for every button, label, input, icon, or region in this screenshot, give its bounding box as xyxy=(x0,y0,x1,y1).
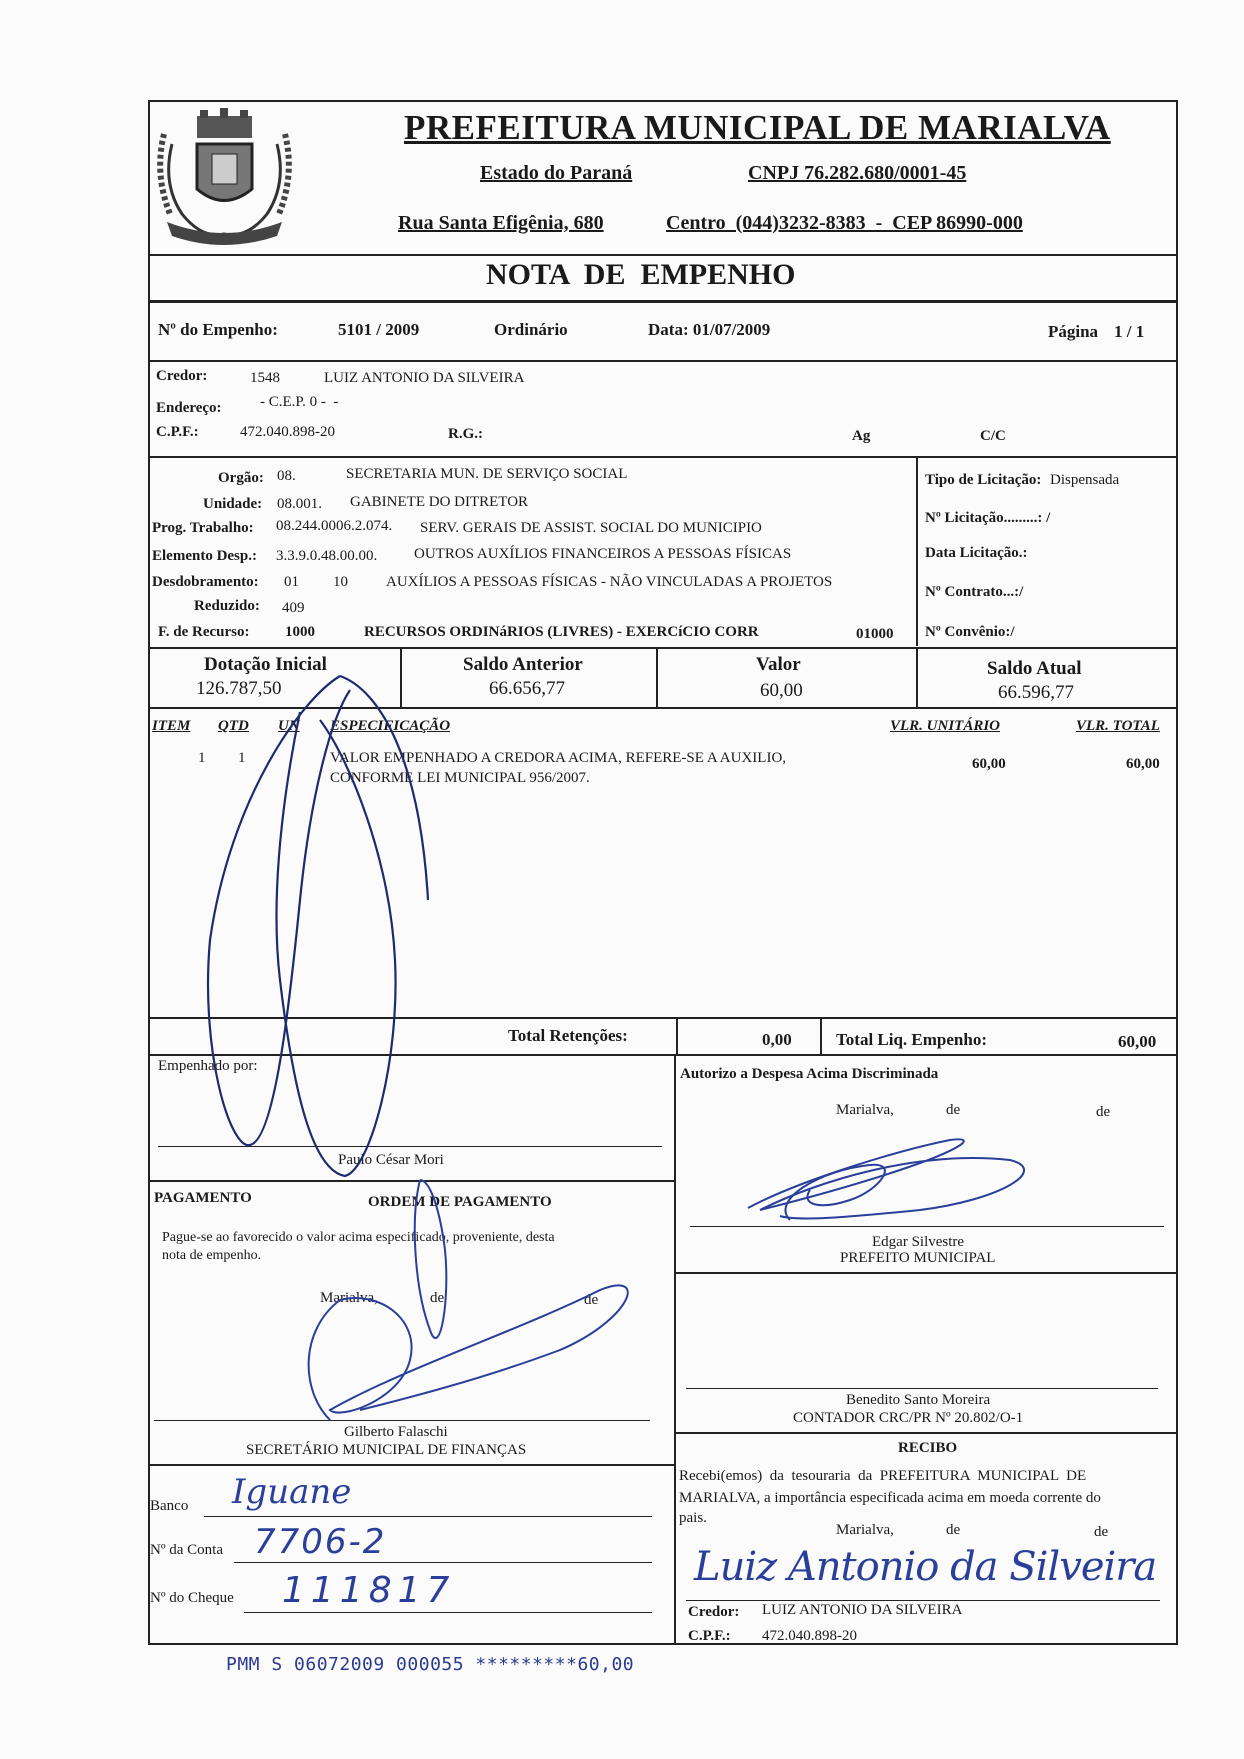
saldo-anterior-value: 66.656,77 xyxy=(489,678,565,699)
retencoes-value: 0,00 xyxy=(762,1030,792,1049)
empenho-number: 5101 / 2009 xyxy=(338,320,420,339)
recibo-city: Marialva, xyxy=(836,1522,894,1538)
fonte-code: 1000 xyxy=(285,624,315,640)
dotacao-label: Dotação Inicial xyxy=(204,654,327,675)
cheque-handwritten: 111817 xyxy=(282,1570,456,1611)
prog-code: 08.244.0006.2.074. xyxy=(276,518,393,534)
row-desc-line1: VALOR EMPENHADO A CREDORA ACIMA, REFERE-SE A AUXILIO, xyxy=(330,750,787,766)
recibo-signature: Luiz Antonio da Silveira xyxy=(694,1544,1157,1590)
page-label: Página xyxy=(1048,322,1099,341)
fonte-label: F. de Recurso: xyxy=(158,624,250,640)
dotacao-value: 126.787,50 xyxy=(196,678,282,699)
header-title: PREFEITURA MUNICIPAL DE MARIALVA xyxy=(404,108,1111,147)
endereco-value: - C.E.P. 0 - - xyxy=(260,394,339,410)
elemento-desc: OUTROS AUXÍLIOS FINANCEIROS A PESSOAS FÍSICAS xyxy=(414,546,792,562)
empenhado-name: Paulo César Mori xyxy=(338,1152,444,1168)
credor-code: 1548 xyxy=(250,370,280,386)
col-un: UN xyxy=(278,718,300,734)
autorizo-de1: de xyxy=(946,1102,961,1118)
unidade-label: Unidade: xyxy=(203,496,263,512)
col-vlr-unitario: VLR. UNITÁRIO xyxy=(890,718,1001,734)
endereco-label: Endereço: xyxy=(156,400,222,416)
page-number: 1 / 1 xyxy=(1114,322,1145,341)
secretario-name: Gilberto Falaschi xyxy=(344,1424,448,1440)
credor-name: LUIZ ANTONIO DA SILVEIRA xyxy=(324,370,525,386)
recibo-de2: de xyxy=(1094,1524,1109,1540)
prog-label: Prog. Trabalho: xyxy=(152,520,254,536)
recibo-text-line2: MARIALVA, a importância especificada acima em moeda corrente do xyxy=(679,1490,1101,1506)
conta-label: Nº da Conta xyxy=(150,1542,223,1558)
header-state: Estado do Paraná xyxy=(480,162,633,184)
ordem-pagamento-title: ORDEM DE PAGAMENTO xyxy=(368,1194,552,1210)
row-desc-line2: CONFORME LEI MUNICIPAL 956/2007. xyxy=(330,770,590,786)
prefeito-role: PREFEITO MUNICIPAL xyxy=(840,1250,996,1266)
cc-label: C/C xyxy=(980,428,1006,444)
processing-stamp: PMM S 06072009 000055 *********60,00 xyxy=(226,1654,635,1675)
liq-empenho-label: Total Liq. Empenho: xyxy=(836,1030,987,1049)
row-item: 1 xyxy=(198,750,206,766)
document-title: NOTA DE EMPENHO xyxy=(486,258,796,291)
banco-label: Banco xyxy=(150,1498,189,1514)
orgao-code: 08. xyxy=(277,468,296,484)
empenho-date: Data: 01/07/2009 xyxy=(648,320,771,339)
elemento-label: Elemento Desp.: xyxy=(152,548,257,564)
empenho-type: Ordinário xyxy=(494,320,568,339)
row-total-value: 60,00 xyxy=(1126,756,1160,772)
cheque-label: Nº do Cheque xyxy=(150,1590,234,1606)
header-contact: Centro (044)3232-8383 - CEP 86990-000 xyxy=(666,212,1023,234)
row-qtd: 1 xyxy=(238,750,246,766)
retencoes-label: Total Retenções: xyxy=(508,1026,628,1045)
row-unit-value: 60,00 xyxy=(972,756,1006,772)
desdobramento-code2: 10 xyxy=(333,574,348,590)
pagamento-city: Marialva, xyxy=(320,1290,378,1306)
licitacao-num: Nº Licitação.........: / xyxy=(925,510,1051,526)
empenho-number-label: Nº do Empenho: xyxy=(158,320,278,339)
pagamento-text-line1: Pague-se ao favorecido o valor acima especificado, proveniente, desta xyxy=(162,1230,555,1245)
unidade-code: 08.001. xyxy=(277,496,322,512)
pagamento-de1: de xyxy=(430,1290,445,1306)
contador-role: CONTADOR CRC/PR Nº 20.802/O-1 xyxy=(793,1410,1024,1426)
desdobramento-label: Desdobramento: xyxy=(152,574,259,590)
fonte-code2: 01000 xyxy=(856,626,894,642)
recibo-credor-label: Credor: xyxy=(688,1604,740,1620)
reduzido-label: Reduzido: xyxy=(194,598,260,614)
secretario-role: SECRETÁRIO MUNICIPAL DE FINANÇAS xyxy=(246,1442,527,1458)
saldo-anterior-label: Saldo Anterior xyxy=(463,654,583,675)
licitacao-data: Data Licitação.: xyxy=(925,545,1028,561)
licitacao-convenio: Nº Convênio:/ xyxy=(925,624,1015,640)
cpf-value: 472.040.898-20 xyxy=(240,424,335,440)
prog-desc: SERV. GERAIS DE ASSIST. SOCIAL DO MUNICIPIO xyxy=(420,520,762,536)
header-cnpj: CNPJ 76.282.680/0001-45 xyxy=(748,162,967,184)
rg-label: R.G.: xyxy=(448,426,483,442)
col-qtd: QTD xyxy=(218,718,249,734)
recibo-title: RECIBO xyxy=(898,1440,958,1456)
pagamento-de2: de xyxy=(584,1292,599,1308)
pagamento-title: PAGAMENTO xyxy=(154,1190,252,1206)
credor-label: Credor: xyxy=(156,368,208,384)
reduzido-value: 409 xyxy=(282,600,305,616)
recibo-credor-value: LUIZ ANTONIO DA SILVEIRA xyxy=(762,1602,963,1618)
licitacao-tipo-label: Tipo de Licitação: xyxy=(925,472,1042,488)
licitacao-tipo-value: Dispensada xyxy=(1050,472,1120,488)
recibo-text-line3: pais. xyxy=(679,1510,707,1526)
contador-name: Benedito Santo Moreira xyxy=(846,1392,991,1408)
elemento-code: 3.3.9.0.48.00.00. xyxy=(276,548,378,564)
recibo-cpf-value: 472.040.898-20 xyxy=(762,1628,857,1644)
autorizo-title: Autorizo a Despesa Acima Discriminada xyxy=(680,1066,939,1082)
pagamento-text-line2: nota de empenho. xyxy=(162,1248,262,1263)
prefeito-name: Edgar Silvestre xyxy=(872,1234,965,1250)
valor-value: 60,00 xyxy=(760,680,803,701)
liq-empenho-value: 60,00 xyxy=(1118,1032,1157,1051)
orgao-desc: SECRETARIA MUN. DE SERVIÇO SOCIAL xyxy=(346,466,628,482)
municipal-coat-of-arms-logo xyxy=(152,104,297,252)
desdobramento-code: 01 xyxy=(284,574,299,590)
recibo-text-line1: Recebi(emos) da tesouraria da PREFEITURA MUNICIPAL DE xyxy=(679,1468,1087,1484)
col-especificacao: ESPECIFICAÇÃO xyxy=(330,718,451,734)
saldo-atual-value: 66.596,77 xyxy=(998,682,1074,703)
recibo-cpf-label: C.P.F.: xyxy=(688,1628,731,1644)
col-vlr-total: VLR. TOTAL xyxy=(1076,718,1160,734)
licitacao-contrato: Nº Contrato...:/ xyxy=(925,584,1024,600)
empenhado-label: Empenhado por: xyxy=(158,1058,258,1074)
saldo-atual-label: Saldo Atual xyxy=(987,658,1082,679)
orgao-label: Orgão: xyxy=(218,470,264,486)
header-address: Rua Santa Efigênia, 680 xyxy=(398,212,604,234)
autorizo-de2: de xyxy=(1096,1104,1111,1120)
conta-handwritten: 7706-2 xyxy=(254,1522,387,1562)
fonte-desc: RECURSOS ORDINáRIOS (LIVRES) - EXERCíCIO CORR xyxy=(364,624,759,640)
valor-label: Valor xyxy=(756,654,801,675)
autorizo-city: Marialva, xyxy=(836,1102,894,1118)
ag-label: Ag xyxy=(852,428,871,444)
recibo-de1: de xyxy=(946,1522,961,1538)
unidade-desc: GABINETE DO DITRETOR xyxy=(350,494,529,510)
desdobramento-desc: AUXÍLIOS A PESSOAS FÍSICAS - NÃO VINCULADAS A PROJETOS xyxy=(386,574,833,590)
banco-handwritten: Iguane xyxy=(232,1472,352,1512)
col-item: ITEM xyxy=(152,718,191,734)
cpf-label: C.P.F.: xyxy=(156,424,199,440)
